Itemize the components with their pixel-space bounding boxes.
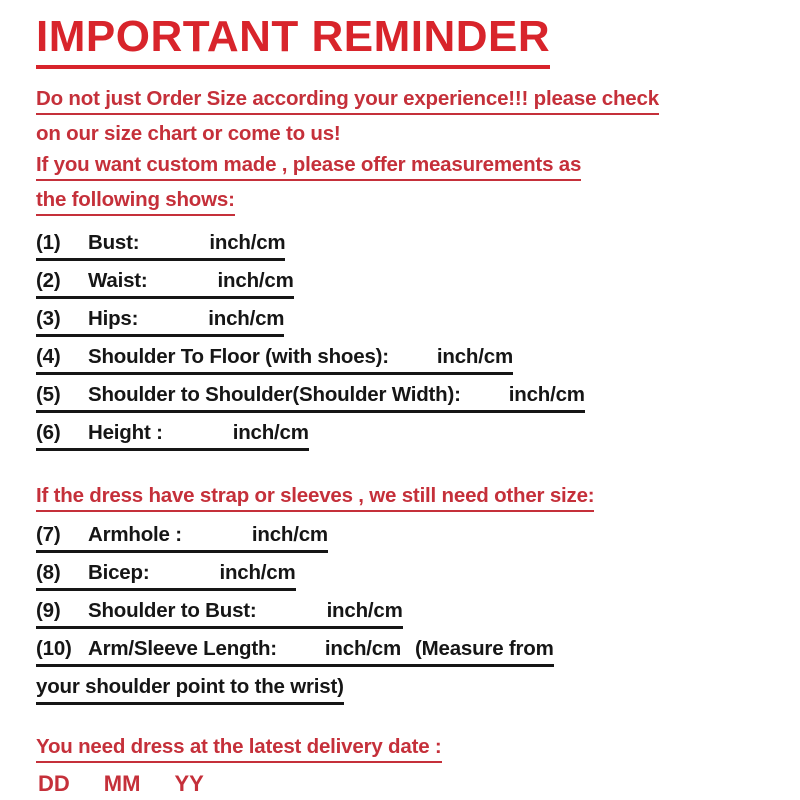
row-label: Waist:	[88, 269, 148, 293]
delivery-section	[36, 734, 772, 800]
row-label: Arm/Sleeve Length:	[88, 637, 277, 661]
measurement-row-sleeve-length	[36, 636, 554, 667]
row-number: (7)	[36, 523, 61, 547]
sleeves-measurements-list	[36, 522, 772, 705]
intro-line-1	[36, 86, 772, 115]
custom-made-note-line-2-text: the following shows:	[36, 187, 235, 216]
date-token-year: YY	[174, 771, 204, 797]
row-number: (5)	[36, 383, 61, 407]
measurement-row-height	[36, 420, 309, 451]
basic-measurements-list	[36, 230, 772, 451]
measure-note-continuation: your shoulder point to the wrist)	[36, 674, 344, 705]
measurement-row-shoulder-width	[36, 382, 585, 413]
intro-line-1-text: Do not just Order Size according your experience!!! please check	[36, 86, 659, 115]
row-label: Hips:	[88, 307, 139, 331]
measurement-row-hips	[36, 306, 284, 337]
row-number: (4)	[36, 345, 61, 369]
measure-note-suffix: (Measure from	[415, 637, 554, 661]
unit-label: inch/cm	[219, 561, 296, 585]
row-number: (2)	[36, 269, 61, 293]
measurement-row-bust	[36, 230, 285, 261]
unit-label: inch/cm	[251, 523, 328, 547]
unit-label: inch/cm	[326, 599, 403, 623]
intro-section	[36, 86, 772, 216]
row-label: Armhole :	[88, 523, 182, 547]
intro-line-2-text: on our size chart or come to us!	[36, 122, 341, 146]
row-label: Height :	[88, 421, 163, 445]
custom-made-note-line-2	[36, 187, 772, 216]
sleeves-section-heading-text: If the dress have strap or sleeves , we still need other size:	[36, 483, 594, 512]
date-placeholder-row	[36, 771, 248, 800]
measurement-row-bicep	[36, 560, 296, 591]
row-number: (1)	[36, 231, 61, 255]
unit-label: inch/cm	[208, 307, 285, 331]
row-label: Bust:	[88, 231, 140, 255]
unit-label: inch/cm	[508, 383, 585, 407]
page-title: IMPORTANT REMINDER	[36, 14, 550, 69]
date-token-day: DD	[38, 771, 70, 797]
row-label: Shoulder To Floor (with shoes):	[88, 345, 389, 369]
unit-label: inch/cm	[232, 421, 309, 445]
measurement-row-waist	[36, 268, 294, 299]
row-number: (9)	[36, 599, 61, 623]
row-label: Bicep:	[88, 561, 150, 585]
unit-label: inch/cm	[217, 269, 294, 293]
row-number: (6)	[36, 421, 61, 445]
custom-made-note-line-1	[36, 152, 772, 181]
measurement-row-shoulder-to-bust	[36, 598, 403, 629]
unit-label: inch/cm	[324, 637, 401, 661]
date-token-month: MM	[103, 771, 141, 797]
measurement-row-shoulder-to-floor	[36, 344, 513, 375]
row-number: (3)	[36, 307, 61, 331]
sleeves-section-heading	[36, 483, 772, 512]
intro-line-2	[36, 121, 772, 146]
unit-label: inch/cm	[436, 345, 513, 369]
delivery-heading-text: You need dress at the latest delivery date :	[36, 734, 442, 763]
unit-label: inch/cm	[209, 231, 286, 255]
custom-made-note-line-1-text: If you want custom made , please offer measurements as	[36, 152, 581, 181]
row-label: Shoulder to Shoulder(Shoulder Width):	[88, 383, 461, 407]
row-number: (10)	[36, 637, 72, 661]
measurement-row-armhole	[36, 522, 328, 553]
delivery-heading	[36, 734, 772, 763]
row-number: (8)	[36, 561, 61, 585]
row-label: Shoulder to Bust:	[88, 599, 257, 623]
